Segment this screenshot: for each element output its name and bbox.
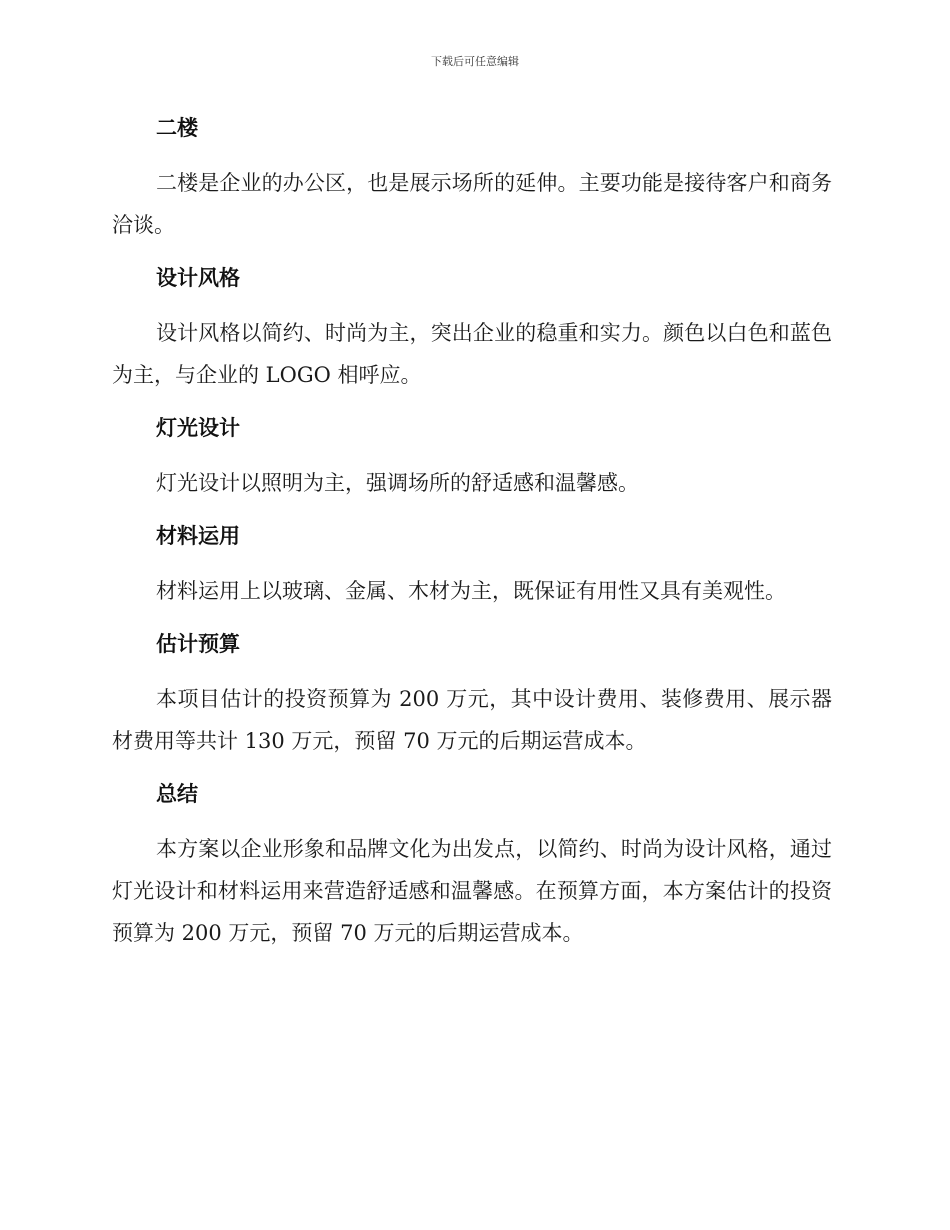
section-heading: 设计风格 bbox=[156, 266, 240, 290]
document-body bbox=[112, 108, 832, 966]
section-heading: 估计预算 bbox=[156, 632, 240, 656]
section-heading: 灯光设计 bbox=[156, 416, 240, 440]
section-heading: 二楼 bbox=[156, 116, 198, 140]
section-materials bbox=[112, 516, 832, 612]
section-design-style bbox=[112, 258, 832, 396]
page-header-note: 下载后可任意编辑 bbox=[431, 55, 519, 68]
section-paragraph: 本项目估计的投资预算为 200 万元，其中设计费用、装修费用、展示器材费用等共计 130 万元，预留 70 万元的后期运营成本。 bbox=[112, 687, 832, 753]
section-summary bbox=[112, 774, 832, 954]
section-heading: 总结 bbox=[156, 782, 198, 806]
section-paragraph: 二楼是企业的办公区，也是展示场所的延伸。主要功能是接待客户和商务洽谈。 bbox=[112, 171, 832, 237]
section-paragraph: 本方案以企业形象和品牌文化为出发点，以简约、时尚为设计风格，通过灯光设计和材料运用来营造舒适感和温馨感。在预算方面，本方案估计的投资预算为 200 万元，预留 70 万元的后期运营成本。 bbox=[112, 837, 832, 945]
section-second-floor bbox=[112, 108, 832, 246]
section-lighting-design bbox=[112, 408, 832, 504]
section-paragraph: 灯光设计以照明为主，强调场所的舒适感和温馨感。 bbox=[156, 471, 639, 495]
section-heading: 材料运用 bbox=[156, 524, 240, 548]
section-paragraph: 材料运用上以玻璃、金属、木材为主，既保证有用性又具有美观性。 bbox=[156, 579, 786, 603]
section-paragraph: 设计风格以简约、时尚为主，突出企业的稳重和实力。颜色以白色和蓝色为主，与企业的 LOGO 相呼应。 bbox=[112, 321, 832, 387]
section-budget bbox=[112, 624, 832, 762]
